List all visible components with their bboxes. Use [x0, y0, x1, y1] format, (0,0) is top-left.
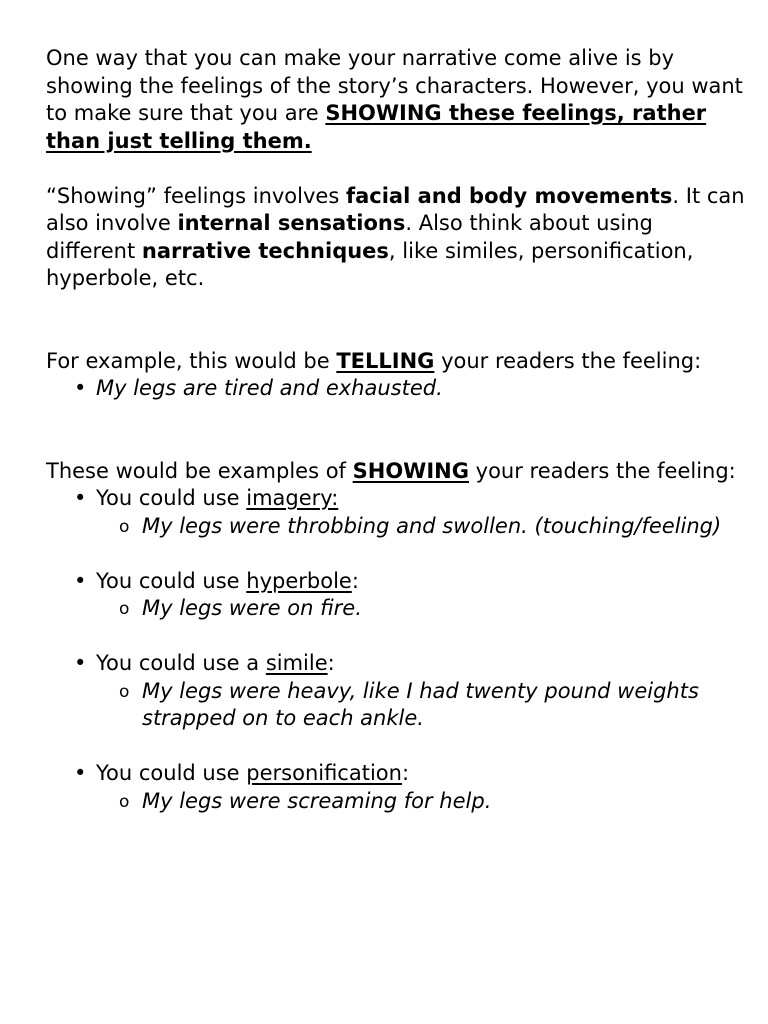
list-item-personification: [96, 760, 746, 815]
item-tail: :: [351, 568, 359, 593]
list-item-imagery: [96, 485, 746, 540]
item-lead: You could use: [96, 568, 247, 593]
telling-text-1: For example, this would be: [46, 348, 337, 373]
definition-text-2: . It can also involve: [46, 183, 745, 235]
telling-list: [46, 375, 746, 403]
sub-list: [96, 678, 746, 733]
showing-text-2: your readers the feeling:: [468, 458, 736, 483]
showing-list: [46, 485, 746, 540]
showing-list: [46, 568, 746, 623]
definition-text-3: . Also think about using different: [46, 211, 653, 263]
item-lead: You could use: [96, 486, 247, 510]
intro-emphasis: SHOWING these feelings, rather than just telling them.: [46, 101, 707, 153]
showing-list: [46, 650, 746, 733]
intro-paragraph: [46, 45, 746, 155]
item-example: My legs were throbbing and swollen. (touching/feeling): [142, 513, 722, 538]
spacer: [46, 155, 746, 183]
sub-list: [96, 595, 746, 623]
spacer: [46, 623, 746, 651]
item-lead: You could use: [96, 761, 247, 785]
item-example: My legs were on fire.: [142, 596, 362, 620]
definition-bold-internal: internal sensations: [177, 211, 406, 235]
spacer: [46, 733, 746, 761]
showing-keyword: SHOWING: [352, 458, 469, 483]
list-item-hyperbole: [96, 568, 746, 623]
showing-list: [46, 760, 746, 815]
intro-text: One way that you can make your narrative come alive is by showing the feelings of the story’s characters. However, you want to make sure that you are: [46, 46, 743, 125]
item-lead: You could use a: [96, 651, 266, 675]
list-item: [96, 375, 746, 403]
item-tail: :: [327, 651, 335, 675]
showing-intro-paragraph: [46, 458, 746, 486]
item-technique: simile: [265, 651, 328, 675]
telling-keyword: TELLING: [336, 348, 435, 373]
definition-bold-narrative: narrative techniques: [141, 238, 389, 263]
item-technique: personification: [246, 761, 402, 785]
telling-example-text: My legs are tired and exhausted.: [96, 376, 443, 400]
item-tail: :: [401, 761, 410, 785]
list-item-simile: [96, 650, 746, 733]
spacer: [46, 540, 746, 568]
telling-text-2: your readers the feeling:: [434, 348, 702, 373]
item-example: My legs were heavy, like I had twenty pound weights strapped on to each ankle.: [142, 678, 699, 730]
sub-list-item: [142, 513, 746, 541]
item-example: My legs were screaming for help.: [142, 788, 492, 813]
sub-list-item: [142, 678, 746, 733]
sub-list-item: [142, 595, 746, 623]
showing-text-1: These would be examples of: [46, 458, 353, 483]
sub-list-item: [142, 788, 746, 816]
item-technique: imagery:: [246, 486, 339, 510]
telling-intro-paragraph: [46, 348, 746, 376]
sub-list: [96, 788, 746, 816]
definition-text-1: “Showing” feelings involves: [46, 183, 346, 208]
spacer: [46, 293, 746, 348]
definition-bold-facial-body: facial and body movements: [345, 183, 673, 208]
sub-list: [96, 513, 746, 541]
definition-text-4: , like similes, personification, hyperbole, etc.: [46, 238, 694, 290]
showing-definition-paragraph: [46, 183, 746, 293]
document-body: [46, 45, 746, 815]
item-technique: hyperbole: [246, 568, 352, 593]
spacer: [46, 403, 746, 458]
